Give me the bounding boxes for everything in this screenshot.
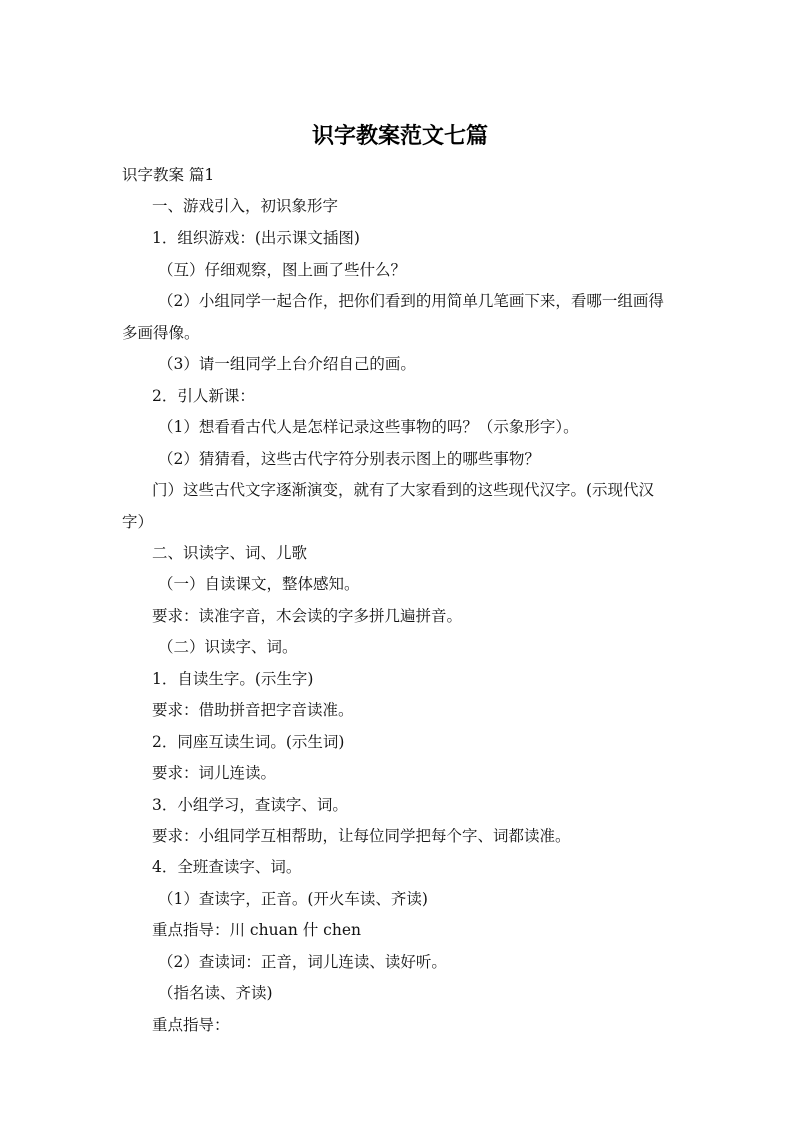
paragraph: （一）自读课文，整体感知。 [158, 575, 360, 593]
paragraph: （2）小组同学一起合作，把你们看到的用简单几笔画下来，看哪一组画得 [158, 292, 664, 310]
paragraph: （1）想看看古代人是怎样记录这些事物的吗？（示象形字）。 [158, 418, 579, 436]
paragraph: （指名读、齐读) [158, 984, 273, 1002]
paragraph: 4．全班查读字、词。 [152, 858, 302, 876]
section-heading: 识字教案 篇1 [122, 166, 215, 184]
paragraph: 要求：读准字音，木会读的字多拼几遍拼音。 [152, 607, 463, 625]
paragraph: 二、识读字、词、儿歌 [152, 544, 308, 562]
paragraph: （2）查读词：正音，词儿连读、读好听。 [158, 953, 447, 971]
paragraph: 3．小组学习，查读字、词。 [152, 796, 348, 814]
paragraph: 要求：借助拼音把字音读准。 [152, 701, 354, 719]
paragraph: 重点指导： [152, 1016, 230, 1034]
paragraph-continuation: 字） [122, 513, 154, 531]
paragraph: （二）识读字、词。 [158, 638, 298, 656]
paragraph: 2．引人新课： [152, 387, 255, 405]
paragraph: （1）查读字，正音。(开火车读、齐读) [158, 890, 428, 908]
paragraph: （互）仔细观察，图上画了些什么？ [158, 261, 407, 279]
paragraph: 门）这些古代文字逐渐演变，就有了大家看到的这些现代汉字。(示现代汉 [152, 481, 655, 499]
paragraph: 1．自读生字。(示生字) [152, 670, 314, 688]
paragraph: 要求：小组同学互相帮助，让每位同学把每个字、词都读准。 [152, 827, 571, 845]
paragraph: （3）请一组同学上台介绍自己的画。 [158, 355, 416, 373]
paragraph: 重点指导：川 chuan 什 chen [152, 921, 361, 939]
paragraph: 一、游戏引入，初识象形字 [152, 197, 339, 215]
paragraph: （2）猜猜看，这些古代字符分别表示图上的哪些事物？ [158, 450, 540, 468]
paragraph: 要求：词儿连读。 [152, 764, 277, 782]
paragraph: 2．同座互读生词。(示生词) [152, 733, 345, 751]
document-title: 识字教案范文七篇 [311, 124, 488, 149]
paragraph: 1．组织游戏：(出示课文插图) [152, 229, 360, 247]
paragraph-continuation: 多画得像。 [122, 324, 200, 342]
